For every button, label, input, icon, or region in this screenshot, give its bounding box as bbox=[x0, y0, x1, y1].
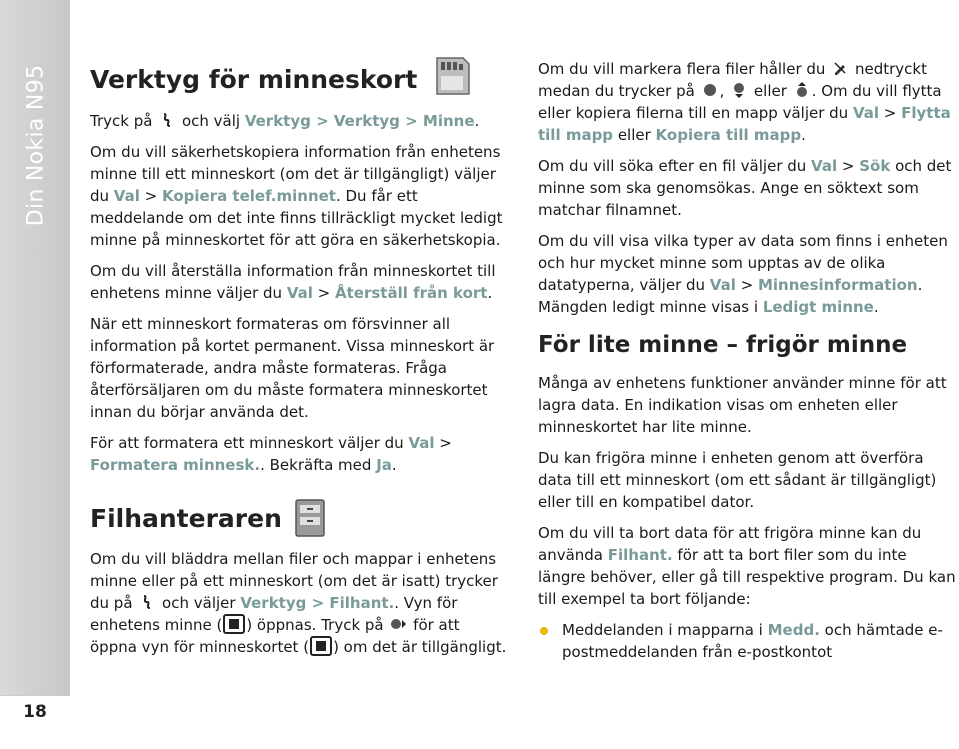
right-column bbox=[538, 58, 958, 663]
file-manager-icon bbox=[292, 498, 330, 540]
paragraph-search: Om du vill söka efter en fil väljer du Val > Sök och det minne som ska genomsökas. Ange en söktext som matchar filnamnet. bbox=[538, 157, 952, 219]
heading-memory-card-tools: Verktyg för minneskort bbox=[90, 58, 510, 102]
paragraph-backup: Om du vill säkerhetskopiera information från enhetens minne till ett minneskort (om det är tillgängligt) väljer du Val > Kopiera telef.minnet. Du får ett meddelande om det inte finns tillräckligt mycket ledigt minne på minneskortet för att göra en säkerhetskopia. bbox=[90, 143, 503, 249]
joystick-icon bbox=[702, 82, 718, 98]
paragraph-tools-intro: Tryck på och välj Verktyg > Verktyg > Minne. bbox=[90, 112, 480, 130]
paragraph-free-memory: Du kan frigöra minne i enheten genom att överföra data till ett minneskort (om ett sådant är tillgängligt) eller till en kompatibel dator. bbox=[538, 449, 937, 511]
paragraph-format: För att formatera ett minneskort väljer du Val > Formatera minnesk.. Bekräfta med Ja. bbox=[90, 434, 452, 474]
list-item: Meddelanden i mapparna i Medd. och hämtade e-postmeddelanden från e-postkontot bbox=[538, 619, 958, 663]
paragraph-mark-files: Om du vill markera flera filer håller du nedtryckt medan du trycker på , eller . Om du vill flytta eller kopiera filerna till en mapp väljer du Val > Flytta till mapp eller Kopiera till mapp. bbox=[538, 60, 951, 144]
menu-key-icon bbox=[159, 112, 175, 128]
paragraph-format-warning: När ett minneskort formateras om försvinner all information på kortet permanent. Vissa minneskort är förformaterade, andra måste formateras. Fråga återförsäljaren om du måste formatera minneskortet innan du börjar använda det. bbox=[90, 315, 495, 421]
phone-memory-icon bbox=[223, 614, 245, 634]
page-number: 18 bbox=[0, 695, 70, 749]
paragraph-memory-info: Om du vill visa vilka typer av data som finns i enheten och hur mycket minne som upptas av de olika datatyperna, väljer du Val > Minnesinformation. Mängden ledigt minne visas i Ledigt minne. bbox=[538, 232, 948, 316]
joystick-down-icon bbox=[731, 82, 747, 98]
joystick-up-icon bbox=[794, 82, 810, 98]
left-column bbox=[90, 58, 510, 667]
memory-card-view-icon bbox=[310, 636, 332, 656]
paragraph-delete-data: Om du vill ta bort data för att frigöra minne kan du använda Filhant. för att ta bort filer som du inte längre behöver, eller gå till respektive program. Du kan till exempel ta bort följande: bbox=[538, 524, 956, 608]
chapter-title: Din Nokia N95 bbox=[23, 64, 49, 226]
paragraph-low-memory-intro: Många av enhetens funktioner använder minne för att lagra data. En indikation visas om enheten eller minneskortet har lite minne. bbox=[538, 374, 947, 436]
heading-file-manager: Filhanteraren bbox=[90, 498, 510, 540]
bullet-list bbox=[538, 619, 958, 663]
paragraph-restore: Om du vill återställa information från minneskortet till enhetens minne väljer du Val > Återställ från kort. bbox=[90, 262, 496, 302]
paragraph-file-manager: Om du vill bläddra mellan filer och mappar i enhetens minne eller på ett minneskort (om det är isatt) trycker du på och väljer Verktyg > Filhant.. Vyn för enhetens minne ( ) öppnas. Tryck på för att öppna vyn för minneskortet ( ) om det är tillgängligt. bbox=[90, 550, 507, 656]
menu-key-icon bbox=[139, 594, 155, 610]
heading-low-memory: För lite minne – frigör minne bbox=[538, 332, 908, 358]
joystick-icon bbox=[390, 616, 406, 632]
edit-key-icon bbox=[832, 60, 848, 76]
sidebar bbox=[0, 0, 70, 749]
memory-card-icon bbox=[429, 54, 473, 98]
